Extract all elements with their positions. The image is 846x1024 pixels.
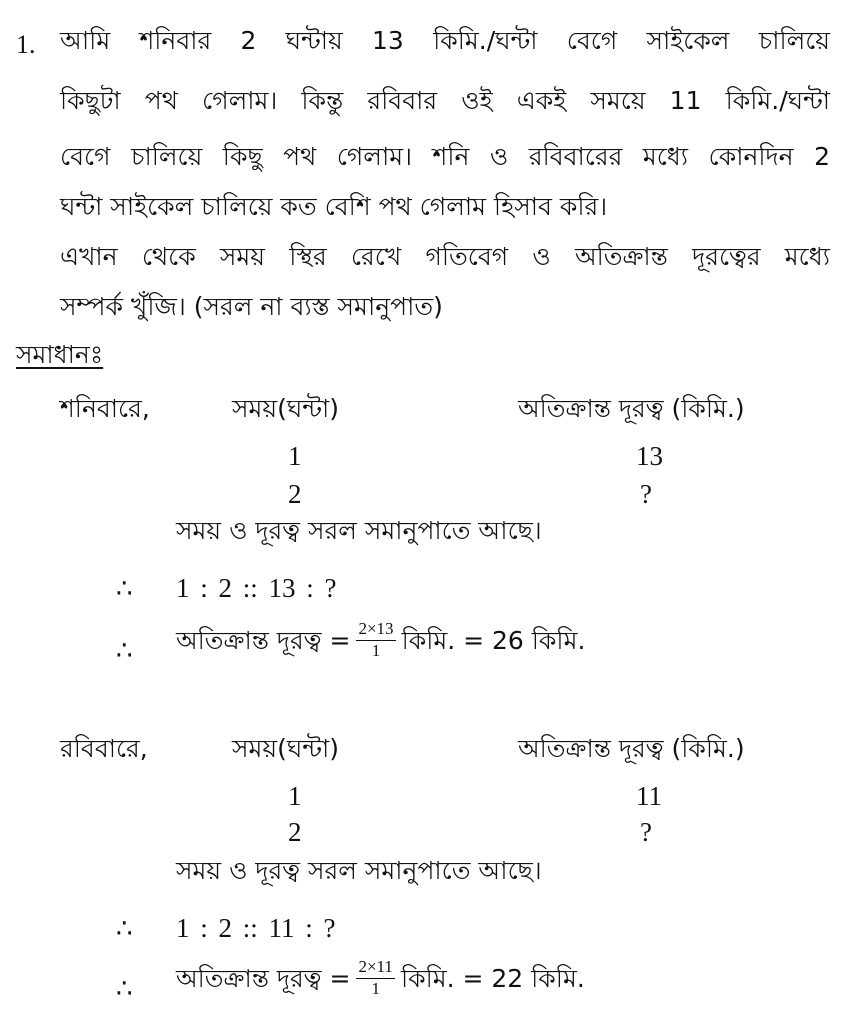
sunday-distance-header: অতিক্রান্ত দূরত্ব (কিমি.) (518, 734, 745, 763)
sunday-relation: সময় ও দূরত্ব সরল সমানুপাতে আছে। (176, 856, 542, 885)
question-number: 1. (16, 30, 36, 59)
problem-line-6: সম্পর্ক খুঁজি। (সরল না ব্যস্ত সমানুপাত) (60, 292, 443, 321)
saturday-relation: সময় ও দূরত্ব সরল সমানুপাতে আছে। (176, 516, 542, 545)
therefore-symbol: ∴ (116, 636, 133, 666)
saturday-distance-2: ? (640, 479, 652, 509)
problem-line-1: আমি শনিবার 2 ঘন্টায় 13 কিমি./ঘন্টা বেগে সাইকেল চালিয়ে (60, 26, 830, 55)
saturday-fraction (356, 620, 395, 660)
sunday-time-1: 1 (288, 781, 302, 811)
therefore-symbol: ∴ (116, 914, 133, 944)
sunday-time-header: সময়(ঘন্টা) (232, 734, 339, 763)
saturday-time-1: 1 (288, 441, 302, 471)
problem-line-4: ঘন্টা সাইকেল চালিয়ে কত বেশি পথ গেলাম হিসাব করি। (60, 192, 608, 221)
sunday-time-2: 2 (288, 817, 302, 847)
sunday-proportion: 1 : 2 :: 11 : ? (176, 913, 336, 943)
sunday-result-tail: কিমি. = 22 কিমি. (400, 964, 585, 994)
fraction-denominator: 1 (371, 978, 380, 998)
saturday-result-tail: কিমি. = 26 কিমি. (401, 626, 586, 656)
saturday-proportion: 1 : 2 :: 13 : ? (176, 573, 337, 603)
saturday-time-2: 2 (288, 479, 302, 509)
saturday-label: শনিবারে, (60, 394, 150, 423)
saturday-distance-1: 13 (636, 441, 663, 471)
problem-line-3: বেগে চালিয়ে কিছু পথ গেলাম। শনি ও রবিবারের মধ্যে কোনদিন 2 (60, 142, 830, 171)
solution-heading: সমাধানঃ (16, 340, 104, 369)
saturday-distance-header: অতিক্রান্ত দূরত্ব (কিমি.) (518, 394, 745, 423)
therefore-symbol: ∴ (116, 574, 133, 604)
sunday-distance-2: ? (640, 817, 652, 847)
problem-line-2: কিছুটা পথ গেলাম। কিন্তু রবিবার ওই একই সময়ে 11 কিমি./ঘন্টা (60, 86, 830, 115)
saturday-time-header: সময়(ঘন্টা) (232, 394, 339, 423)
fraction-numerator: 2×11 (356, 958, 394, 979)
fraction-denominator: 1 (371, 640, 381, 660)
sunday-result-label: অতিক্রান্ত দূরত্ব = (176, 964, 351, 994)
fraction-numerator: 2×13 (356, 620, 395, 641)
sunday-fraction (356, 958, 394, 998)
sunday-result (176, 957, 585, 1000)
saturday-result (176, 619, 586, 662)
saturday-result-label: অতিক্রান্ত দূরত্ব = (176, 626, 351, 656)
sunday-label: রবিবারে, (60, 734, 148, 763)
problem-line-5: এখান থেকে সময় স্থির রেখে গতিবেগ ও অতিক্রান্ত দূরত্বের মধ্যে (60, 242, 830, 271)
therefore-symbol: ∴ (116, 974, 133, 1004)
sunday-distance-1: 11 (636, 781, 662, 811)
